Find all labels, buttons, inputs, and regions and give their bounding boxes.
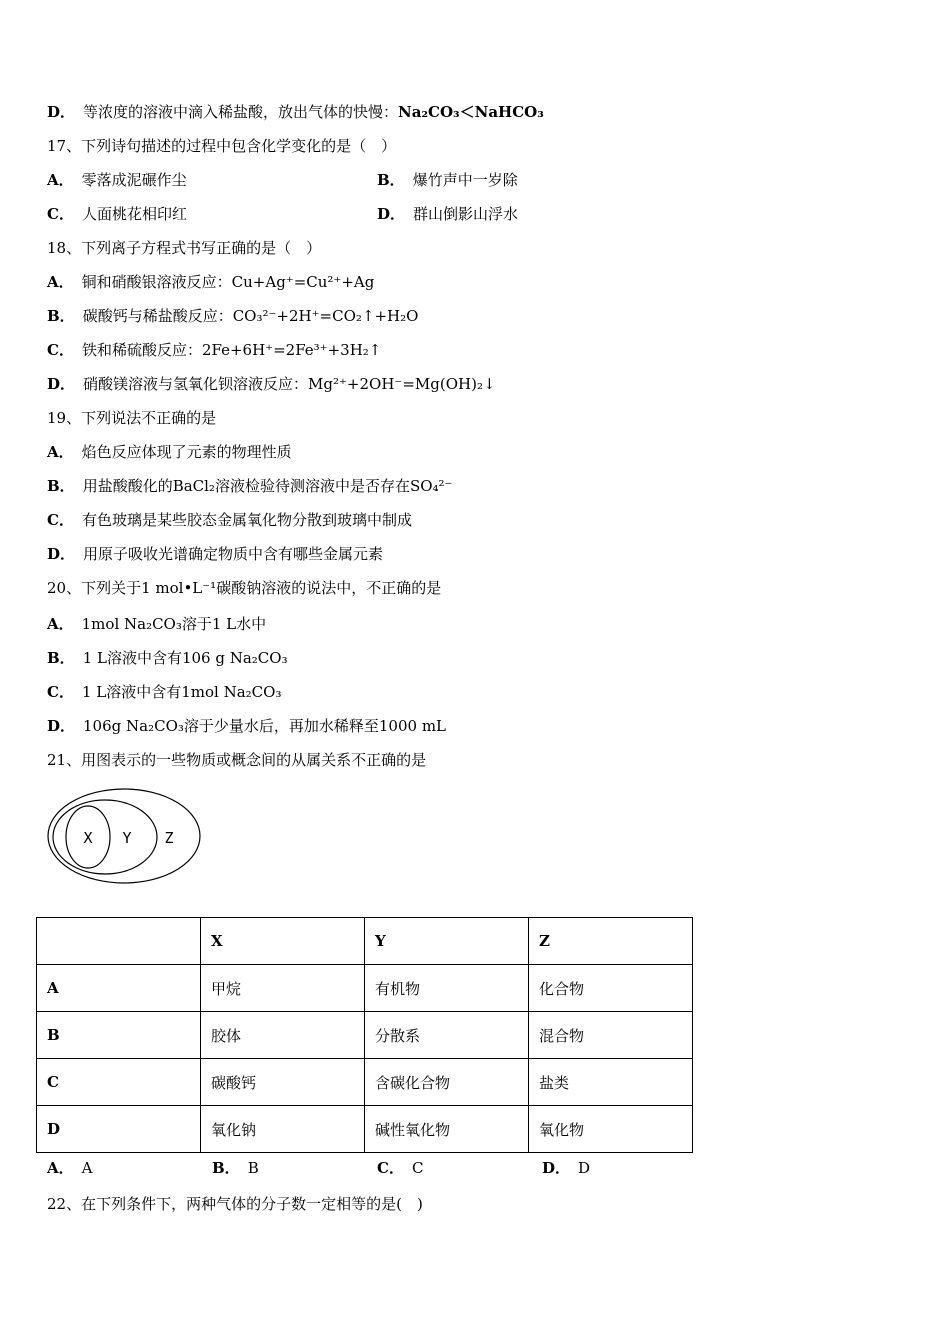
option-text: B xyxy=(247,1159,259,1177)
option-text: 爆竹声中一岁除 xyxy=(412,171,518,189)
table-cell xyxy=(37,918,201,965)
option-label: B． xyxy=(47,307,75,325)
option-label: A． xyxy=(47,443,74,461)
option-label: C． xyxy=(47,683,74,701)
q18-option-c xyxy=(47,340,381,360)
option-text: 用原子吸收光谱确定物质中含有哪些金属元素 xyxy=(83,545,384,563)
ellipse-y xyxy=(53,800,157,874)
q17-option-a xyxy=(47,170,187,190)
q18-option-b xyxy=(47,306,418,326)
option-text: 零落成泥碾作尘 xyxy=(81,171,187,189)
q18-stem: 18、下列离子方程式书写正确的是（ ） xyxy=(47,239,322,257)
option-text: 人面桃花相印红 xyxy=(81,205,187,223)
table-cell: 盐类 xyxy=(529,1059,693,1106)
option-text: 等浓度的溶液中滴入稀盐酸，放出气体的快慢： xyxy=(83,103,399,121)
option-label: C． xyxy=(47,511,74,529)
option-text: 用盐酸酸化的BaCl₂溶液检验待测溶液中是否存在SO₄²⁻ xyxy=(82,477,453,495)
table-cell: 碱性氧化物 xyxy=(365,1106,529,1153)
option-formula: Na₂CO₃＜NaHCO₃ xyxy=(398,103,544,121)
option-label: C． xyxy=(47,205,74,223)
label-x: X xyxy=(83,829,93,847)
option-text: C xyxy=(411,1159,424,1177)
option-text: 有色玻璃是某些胶态金属氧化物分散到玻璃中制成 xyxy=(81,511,412,529)
option-text: 1 L溶液中含有1mol Na₂CO₃ xyxy=(81,683,282,701)
option-text: 1 L溶液中含有106 g Na₂CO₃ xyxy=(82,649,288,667)
table-header-z: Z xyxy=(529,918,693,965)
q21-answer-d xyxy=(542,1158,590,1178)
table-cell: 甲烷 xyxy=(201,965,365,1012)
nested-ellipse-diagram xyxy=(44,782,206,884)
option-label: B． xyxy=(47,477,75,495)
q20-option-b xyxy=(47,648,288,668)
option-text: 碳酸钙与稀盐酸反应： xyxy=(82,307,233,325)
table-cell: 分散系 xyxy=(365,1012,529,1059)
option-text: A xyxy=(81,1159,93,1177)
table-cell: A xyxy=(37,965,201,1012)
option-text: 群山倒影山浮水 xyxy=(413,205,519,223)
option-text: 1mol Na₂CO₃溶于1 L水中 xyxy=(81,615,267,633)
option-label: A． xyxy=(47,1159,74,1177)
q20-stem: 20、下列关于1 mol•L⁻¹碳酸钠溶液的说法中，不正确的是 xyxy=(47,579,442,597)
option-formula: Mg²⁺+2OH⁻=Mg(OH)₂↓ xyxy=(308,375,496,393)
q21-stem: 21、用图表示的一些物质或概念间的从属关系不正确的是 xyxy=(47,751,427,769)
q18-option-a xyxy=(47,272,374,292)
q17-option-c xyxy=(47,204,187,224)
table-row xyxy=(37,965,693,1012)
option-text: 铜和硝酸银溶液反应： xyxy=(81,273,232,291)
table-cell: 有机物 xyxy=(365,965,529,1012)
table-row xyxy=(37,1106,693,1153)
option-label: A． xyxy=(47,171,74,189)
q16-option-d xyxy=(47,102,544,122)
q22-stem: 22、在下列条件下，两种气体的分子数一定相等的是( ) xyxy=(47,1195,423,1213)
q21-answer-b xyxy=(212,1158,259,1178)
table-cell: 含碳化合物 xyxy=(365,1059,529,1106)
table-header-row xyxy=(37,918,693,965)
table-header-x: X xyxy=(201,918,365,965)
option-label: A． xyxy=(47,615,74,633)
q21-answer-a xyxy=(47,1158,92,1178)
q20-option-a xyxy=(47,614,266,634)
option-label: B． xyxy=(212,1159,240,1177)
option-text: 硝酸镁溶液与氢氧化钡溶液反应： xyxy=(83,375,309,393)
table-cell: C xyxy=(37,1059,201,1106)
q17-option-d xyxy=(377,204,518,224)
option-label: D． xyxy=(47,717,76,735)
option-text: D xyxy=(578,1159,591,1177)
option-label: D． xyxy=(47,103,76,121)
option-formula: CO₃²⁻+2H⁺=CO₂↑+H₂O xyxy=(232,307,419,325)
option-label: C． xyxy=(377,1159,404,1177)
table-cell: D xyxy=(37,1106,201,1153)
label-y: Y xyxy=(122,829,132,847)
option-text: 铁和稀硫酸反应： xyxy=(81,341,202,359)
option-formula: 2Fe+6H⁺=2Fe³⁺+3H₂↑ xyxy=(201,341,382,359)
table-cell: 氧化钠 xyxy=(201,1106,365,1153)
option-formula: Cu+Ag⁺=Cu²⁺+Ag xyxy=(231,273,375,291)
option-label: B． xyxy=(47,649,75,667)
table-cell: B xyxy=(37,1012,201,1059)
q19-option-b xyxy=(47,476,452,496)
table-cell: 胶体 xyxy=(201,1012,365,1059)
option-label: D． xyxy=(47,375,76,393)
q19-stem: 19、下列说法不正确的是 xyxy=(47,409,217,427)
table-cell: 化合物 xyxy=(529,965,693,1012)
option-label: C． xyxy=(47,341,74,359)
q18-option-d xyxy=(47,374,496,394)
table-row xyxy=(37,1012,693,1059)
option-label: D． xyxy=(47,545,76,563)
q19-option-d xyxy=(47,544,383,564)
option-text: 106g Na₂CO₃溶于少量水后，再加水稀释至1000 mL xyxy=(83,717,447,735)
option-text: 焰色反应体现了元素的物理性质 xyxy=(81,443,292,461)
label-z: Z xyxy=(164,829,174,847)
q20-option-c xyxy=(47,682,281,702)
table-cell: 碳酸钙 xyxy=(201,1059,365,1106)
table-row xyxy=(37,1059,693,1106)
q19-option-c xyxy=(47,510,412,530)
q21-answer-c xyxy=(377,1158,423,1178)
q19-option-a xyxy=(47,442,292,462)
option-label: D． xyxy=(377,205,406,223)
option-label: A． xyxy=(47,273,74,291)
table-header-y: Y xyxy=(365,918,529,965)
q20-option-d xyxy=(47,716,446,736)
option-label: D． xyxy=(542,1159,571,1177)
option-label: B． xyxy=(377,171,405,189)
table-cell: 混合物 xyxy=(529,1012,693,1059)
table-cell: 氧化物 xyxy=(529,1106,693,1153)
q17-stem: 17、下列诗句描述的过程中包含化学变化的是（ ） xyxy=(47,137,397,155)
classification-table xyxy=(36,917,693,1153)
q17-option-b xyxy=(377,170,518,190)
